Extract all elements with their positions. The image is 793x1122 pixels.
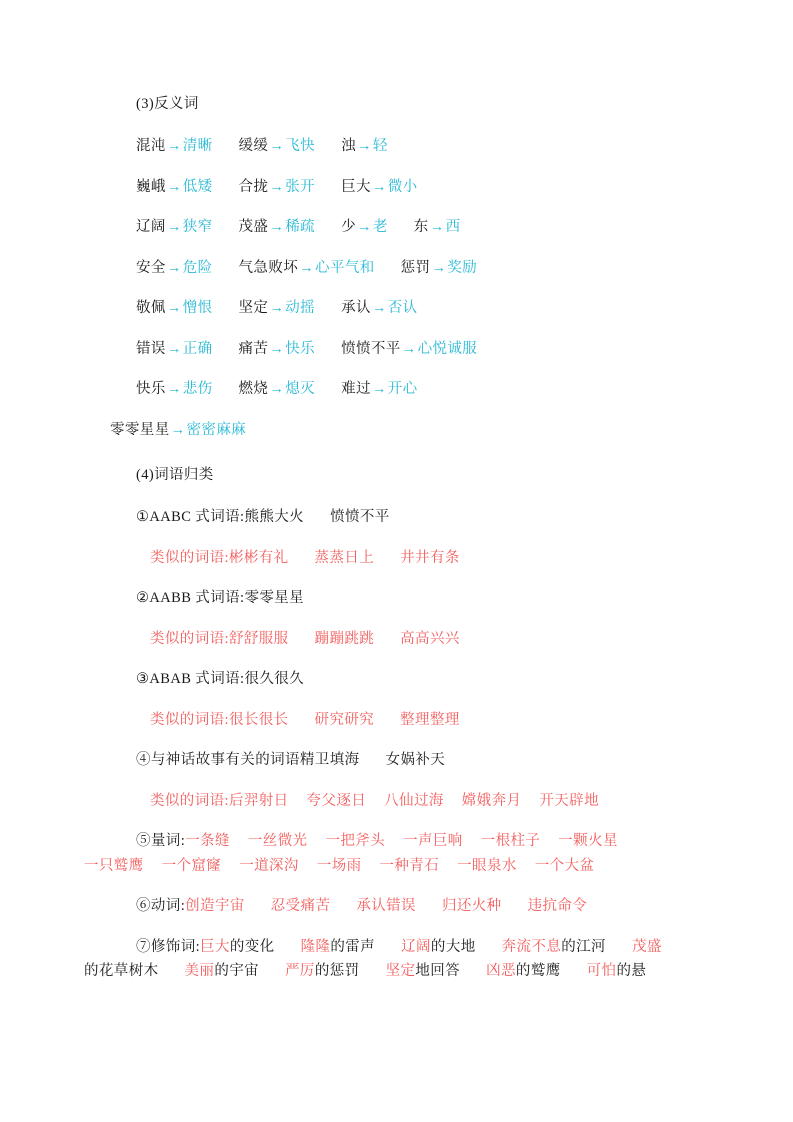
antonym-word: 混沌 — [136, 138, 166, 154]
antonym-word: 坚定 — [238, 300, 269, 316]
word-group-label: ④与神话故事有关的词语 — [136, 752, 300, 768]
antonym-word: 东 — [413, 219, 429, 235]
word-example: 很久很久 — [244, 671, 305, 687]
verb-phrase: 违抗命令 — [527, 898, 588, 914]
arrow-icon: → — [166, 300, 182, 316]
modifier-particle: 的 — [561, 938, 577, 955]
antonym-row — [110, 261, 683, 276]
modifier-noun: 雷声 — [345, 938, 376, 955]
similar-word: 彬彬有礼 — [228, 549, 289, 566]
arrow-icon: → — [166, 219, 182, 235]
modifier-particle: 的 — [229, 938, 245, 955]
antonym-row — [110, 220, 683, 235]
similar-words-aabb — [110, 632, 683, 647]
measure-word: 一眼泉水 — [457, 857, 517, 874]
similar-words-aabc — [110, 551, 683, 566]
antonym-word: 合拢 — [238, 178, 269, 195]
similar-word: 井井有条 — [400, 549, 460, 566]
antonym-word: 巨大 — [341, 178, 371, 195]
word-group-abab — [110, 672, 683, 687]
measure-word: 一丝微光 — [247, 833, 308, 849]
antonym-word: 敬佩 — [136, 300, 166, 316]
antonym-pair: 心悦诚服 — [417, 340, 478, 357]
modifier-particle: 的 — [616, 963, 632, 979]
similar-word: 后羿射日 — [228, 792, 289, 809]
similar-word: 高高兴兴 — [400, 630, 460, 647]
word-example: 女娲补天 — [385, 752, 446, 768]
word-example: 熊熊大火 — [244, 509, 305, 525]
modifier-particle: 的 — [430, 938, 446, 955]
measure-word: 一条缝 — [185, 833, 230, 849]
arrow-icon: → — [269, 138, 285, 154]
arrow-icon: → — [401, 340, 417, 357]
antonym-pair: 清晰 — [182, 138, 213, 154]
modifier-noun: 惩罚 — [329, 963, 360, 979]
antonym-pair: 密密麻麻 — [186, 421, 247, 438]
measure-word: 一把斧头 — [325, 833, 386, 849]
antonym-pair: 动摇 — [285, 300, 316, 316]
antonym-pair: 张开 — [285, 178, 316, 195]
antonym-pair: 悲伤 — [182, 381, 213, 397]
modifier-particle: 的 — [515, 963, 531, 979]
arrow-icon: → — [269, 300, 285, 316]
arrow-icon: → — [299, 259, 315, 276]
modifier-noun: 大地 — [445, 938, 476, 955]
measure-word: 一颗火星 — [558, 833, 618, 849]
arrow-icon: → — [170, 421, 186, 438]
verb-phrase: 归还火种 — [441, 898, 502, 914]
measure-words-line1 — [110, 834, 683, 849]
modifier-word: 隆隆 — [300, 938, 331, 955]
modifier-particle: 的 — [330, 938, 346, 955]
section-heading-word-classification: (4)词语归类 — [136, 467, 214, 483]
word-example: 精卫填海 — [299, 752, 360, 768]
antonym-word: 愤愤不平 — [341, 340, 401, 357]
modifier-word: 严厉 — [285, 963, 315, 979]
antonym-word: 零零星星 — [110, 421, 170, 438]
antonym-pair: 狭窄 — [182, 219, 213, 235]
arrow-icon: → — [166, 381, 182, 397]
word-example: 愤愤不平 — [330, 509, 390, 525]
antonym-row — [110, 180, 683, 195]
antonym-word: 浊 — [341, 138, 356, 154]
antonym-pair: 稀疏 — [285, 219, 316, 235]
antonym-row — [110, 382, 683, 397]
antonym-pair: 微小 — [387, 178, 418, 195]
modifier-noun: 宇宙 — [229, 963, 260, 979]
verb-phrase: 忍受痛苦 — [270, 898, 331, 914]
arrow-icon: → — [356, 138, 372, 154]
antonym-pair: 开心 — [387, 381, 418, 397]
modifier-particle: 的 — [314, 963, 330, 979]
antonym-pair: 正确 — [182, 340, 213, 357]
similar-word: 舒舒服服 — [228, 630, 289, 647]
measure-word: 一场雨 — [316, 857, 362, 874]
word-group-aabb — [110, 591, 683, 606]
similar-word: 很长很长 — [228, 711, 289, 728]
similar-word: 蹦蹦跳跳 — [314, 630, 375, 647]
antonym-pair: 憎恨 — [182, 300, 213, 316]
modifier-word: 美丽 — [184, 963, 215, 979]
modifier-word: 辽阔 — [401, 938, 431, 955]
modifier-particle: 地 — [415, 963, 431, 979]
measure-word: 一根柱子 — [480, 833, 541, 849]
measure-words-line2 — [84, 859, 683, 874]
antonym-pair: 奖励 — [447, 259, 478, 276]
similar-words-myth — [110, 794, 683, 809]
antonym-word: 巍峨 — [136, 178, 166, 195]
verbs-label: ⑥动词: — [136, 898, 186, 914]
word-group-label: ①AABC 式词语: — [136, 509, 245, 525]
antonym-row — [110, 139, 683, 154]
antonym-pair: 轻 — [372, 138, 388, 154]
similar-word: 夸父逐日 — [306, 792, 367, 809]
measure-word: 一声巨响 — [403, 833, 463, 849]
similar-word: 研究研究 — [314, 711, 375, 728]
modifier-noun: 江河 — [576, 938, 606, 955]
arrow-icon: → — [166, 340, 182, 357]
antonym-pair: 西 — [445, 219, 461, 235]
arrow-icon: → — [431, 259, 447, 276]
measure-word: 一个窟窿 — [161, 857, 222, 874]
measure-word: 一只鹫鹰 — [84, 857, 144, 874]
antonym-pair: 心平气和 — [315, 259, 375, 276]
arrow-icon: → — [356, 219, 372, 235]
modifiers-label: ⑦修饰词: — [136, 938, 201, 955]
word-example: 零零星星 — [244, 590, 305, 606]
antonym-pair: 危险 — [182, 259, 213, 276]
verbs-line — [110, 899, 683, 914]
arrow-icon: → — [166, 259, 182, 276]
antonym-word: 惩罚 — [400, 259, 431, 276]
modifier-word: 坚定 — [385, 963, 416, 979]
modifier-word: 奔流不息 — [501, 938, 562, 955]
antonym-row — [110, 423, 683, 438]
measure-word: 一道深沟 — [239, 857, 299, 874]
measure-word: 一种青石 — [379, 857, 440, 874]
antonym-pair: 熄灭 — [285, 381, 316, 397]
antonym-word: 安全 — [136, 259, 166, 276]
similar-words-label: 类似的词语: — [150, 549, 229, 566]
modifier-word: 可怕 — [586, 963, 617, 979]
verb-phrase: 承认错误 — [356, 898, 416, 914]
arrow-icon: → — [269, 178, 285, 195]
antonym-word: 少 — [341, 219, 356, 235]
arrow-icon: → — [269, 219, 285, 235]
modifier-noun: 悬 — [631, 963, 647, 979]
similar-words-abab — [110, 713, 683, 728]
modifier-noun: 回答 — [430, 963, 461, 979]
similar-word: 开天辟地 — [539, 792, 599, 809]
modifier-word: 凶恶 — [486, 963, 516, 979]
modifier-noun: 的花草树木 — [84, 963, 159, 979]
measure-words-label: ⑤量词: — [136, 833, 186, 849]
antonym-word: 错误 — [136, 340, 166, 357]
antonym-row — [110, 301, 683, 316]
antonym-word: 难过 — [341, 381, 371, 397]
modifier-noun: 变化 — [244, 938, 275, 955]
similar-words-label: 类似的词语: — [150, 630, 229, 647]
antonym-word: 缓缓 — [238, 138, 269, 154]
antonym-pair: 否认 — [387, 300, 418, 316]
word-group-label: ②AABB 式词语: — [136, 590, 245, 606]
arrow-icon: → — [269, 381, 285, 397]
modifier-word: 茂盛 — [631, 938, 662, 955]
antonym-row — [110, 342, 683, 357]
antonym-word: 承认 — [341, 300, 371, 316]
similar-word: 整理整理 — [400, 711, 460, 728]
modifier-word: 巨大 — [200, 938, 230, 955]
antonym-word: 辽阔 — [136, 219, 166, 235]
arrow-icon: → — [166, 138, 182, 154]
antonym-pair: 老 — [372, 219, 388, 235]
modifiers-line2 — [84, 964, 683, 979]
arrow-icon: → — [269, 340, 285, 357]
antonym-word: 痛苦 — [238, 340, 269, 357]
similar-word: 嫦娥奔月 — [461, 792, 522, 809]
arrow-icon: → — [371, 300, 387, 316]
similar-word: 八仙过海 — [384, 792, 444, 809]
modifier-noun: 鹫鹰 — [530, 963, 561, 979]
antonym-pair: 快乐 — [285, 340, 316, 357]
word-group-myth — [110, 753, 683, 768]
measure-word: 一个大盆 — [534, 857, 595, 874]
word-group-aabc — [110, 510, 683, 525]
modifier-particle: 的 — [214, 963, 230, 979]
similar-words-label: 类似的词语: — [150, 792, 229, 809]
antonym-word: 茂盛 — [238, 219, 269, 235]
antonym-pair: 低矮 — [182, 178, 213, 195]
modifiers-line1 — [110, 940, 683, 955]
antonym-word: 气急败坏 — [238, 259, 299, 276]
arrow-icon: → — [166, 178, 182, 195]
similar-words-label: 类似的词语: — [150, 711, 229, 728]
section-heading-antonyms: (3)反义词 — [136, 96, 199, 112]
similar-word: 蒸蒸日上 — [314, 549, 375, 566]
word-group-label: ③ABAB 式词语: — [136, 671, 245, 687]
arrow-icon: → — [371, 381, 387, 397]
antonym-pair: 飞快 — [285, 138, 316, 154]
antonym-word: 燃烧 — [238, 381, 269, 397]
antonym-word: 快乐 — [136, 381, 166, 397]
arrow-icon: → — [371, 178, 387, 195]
arrow-icon: → — [429, 219, 445, 235]
verb-phrase: 创造宇宙 — [185, 898, 245, 914]
